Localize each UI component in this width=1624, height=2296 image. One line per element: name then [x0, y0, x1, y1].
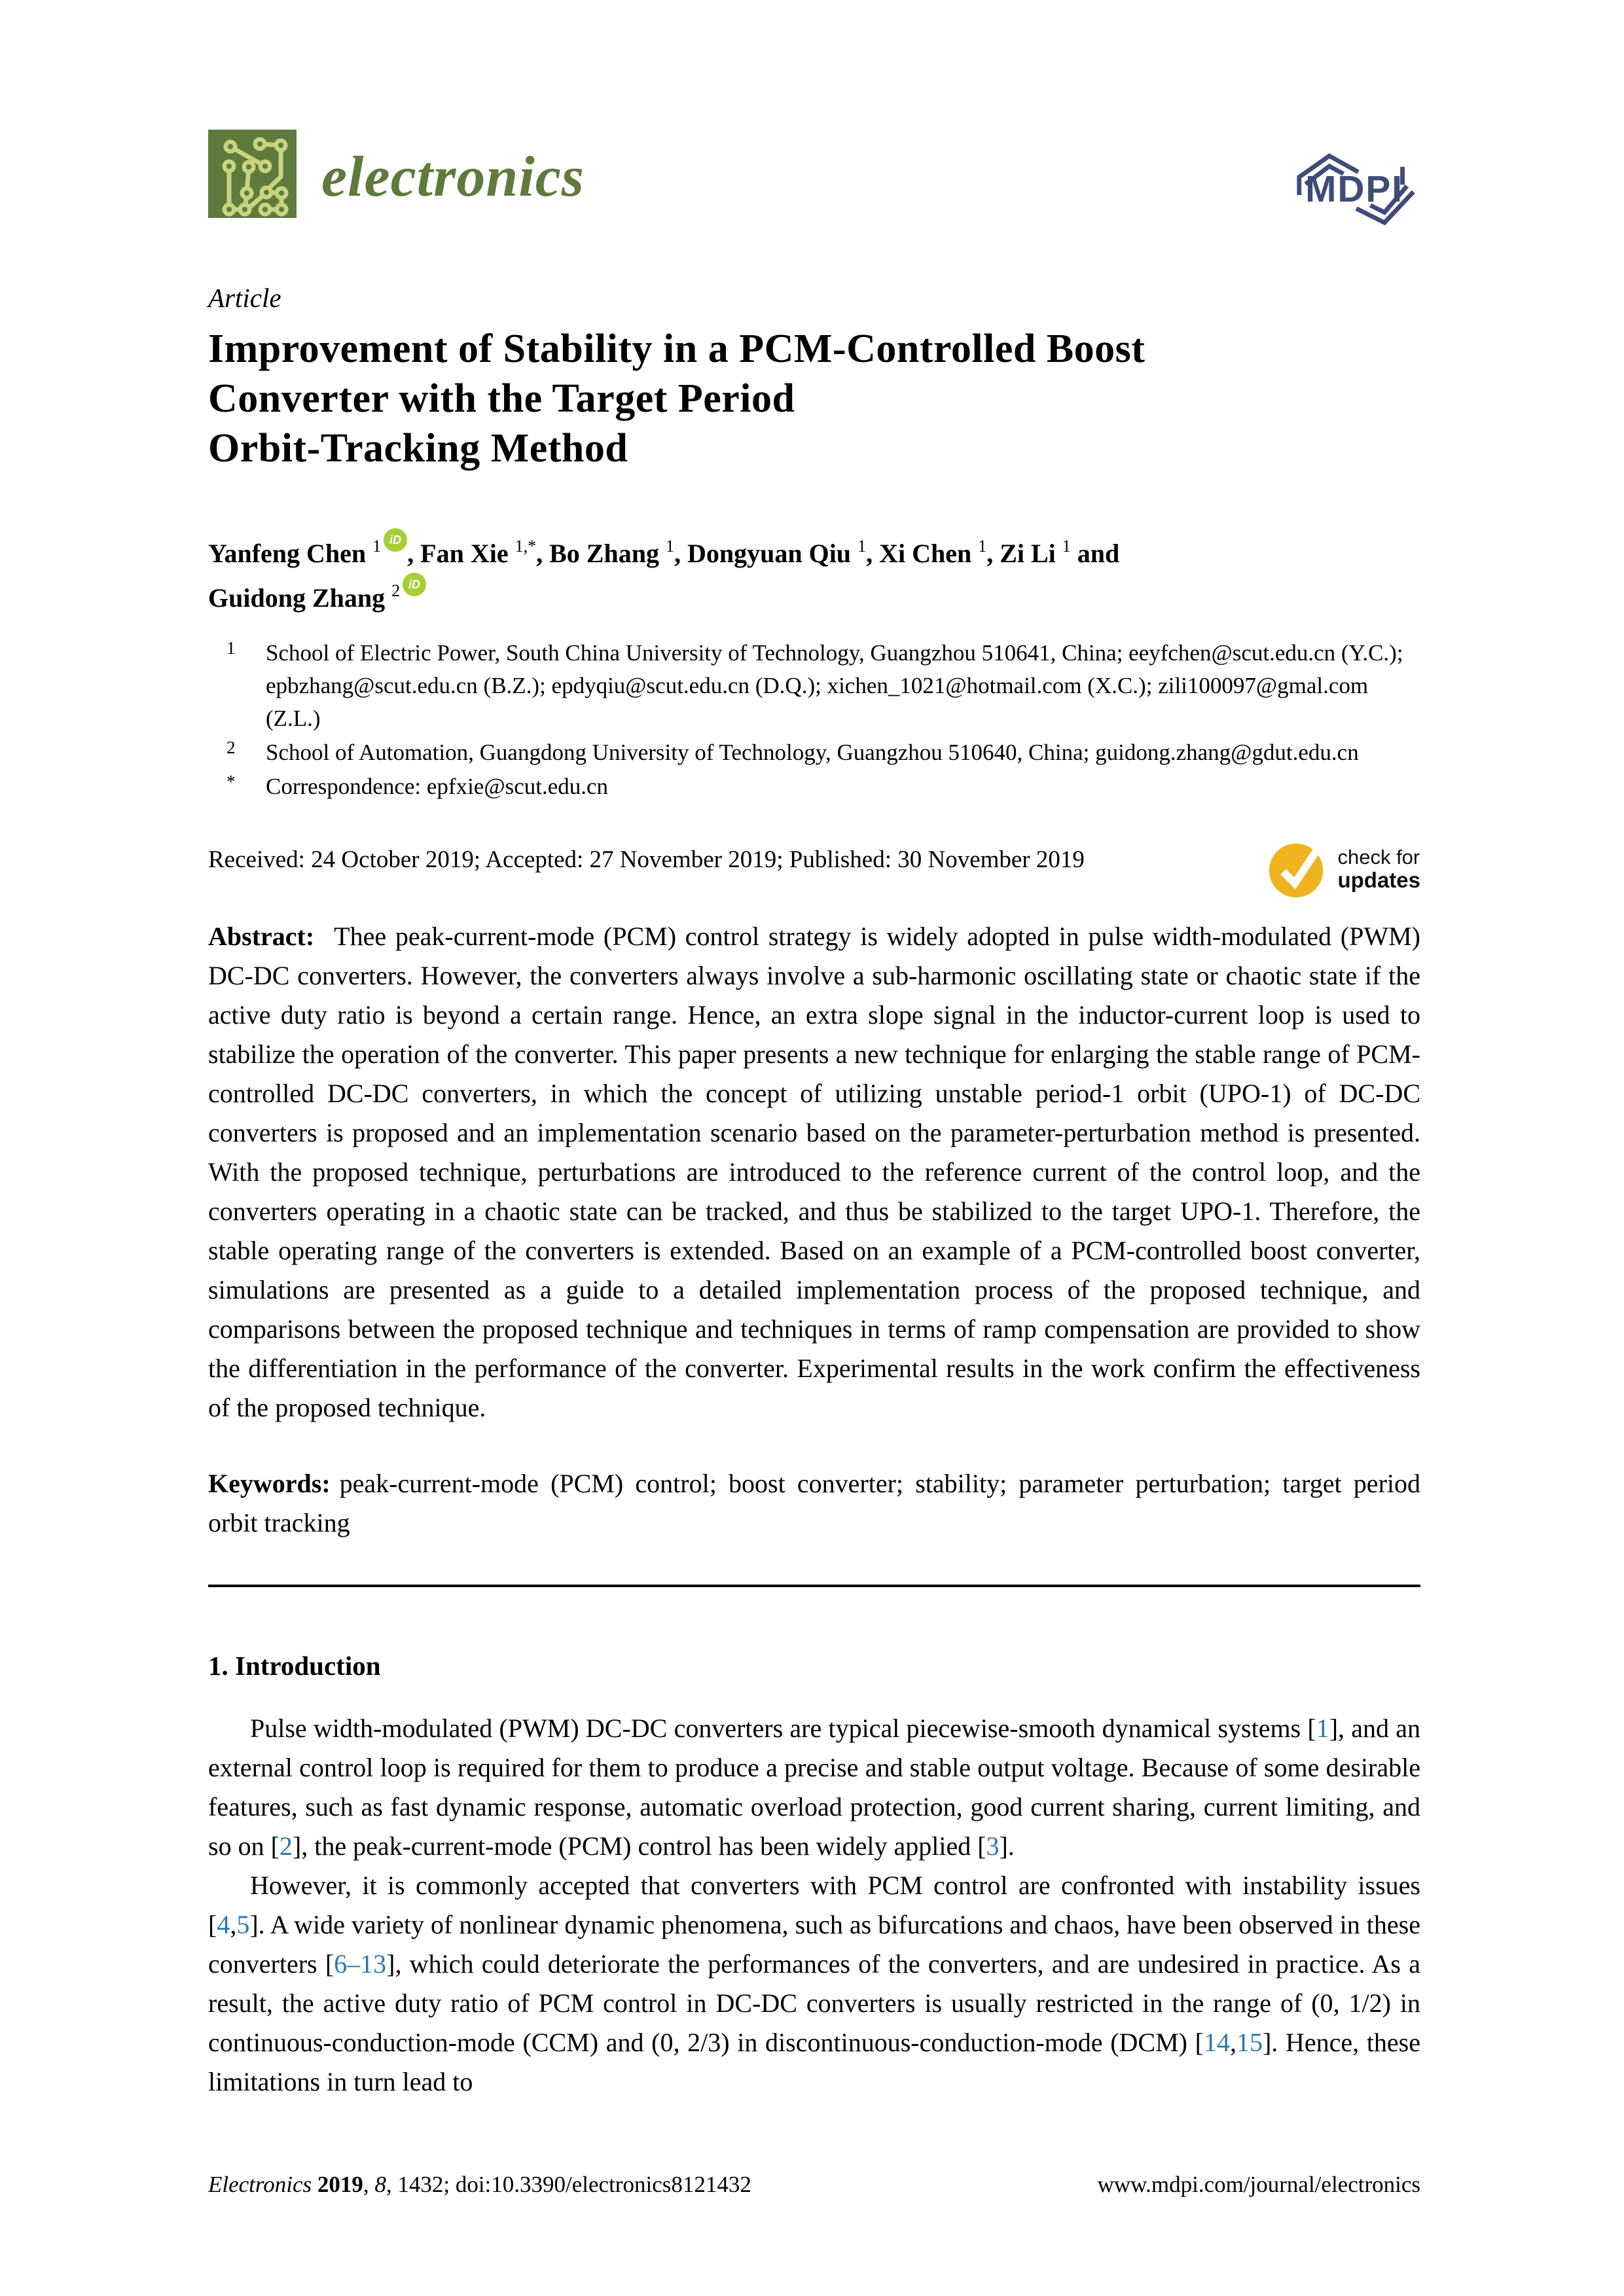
- affiliation-marker: *: [226, 772, 236, 791]
- citation-link[interactable]: 14: [1203, 2028, 1230, 2057]
- citation-link[interactable]: 6–13: [334, 1949, 387, 1979]
- author-name: Dongyuan Qiu: [687, 539, 852, 568]
- orcid-icon[interactable]: [403, 573, 426, 596]
- title-line: Improvement of Stability in a PCM-Controlled Boost: [208, 327, 1146, 371]
- svg-text:iD: iD: [389, 533, 402, 547]
- affiliation-list: [208, 637, 1420, 803]
- footer-text: ,: [363, 2172, 375, 2197]
- check-for-updates-badge[interactable]: [1267, 838, 1420, 900]
- author-name: Fan Xie: [420, 539, 509, 568]
- keywords-text: peak-current-mode (PCM) control; boost converter; stability; parameter perturbation; target period orbit tracking: [208, 1469, 1420, 1537]
- author-name: Xi Chen: [879, 539, 972, 568]
- author-affiliation-superscript: 1: [665, 536, 674, 556]
- affiliation-text: School of Automation, Guangdong University of Technology, Guangzhou 510640, China; guidong.zhang@gdut.edu.cn: [266, 740, 1359, 765]
- affiliation-marker: 1: [226, 638, 236, 658]
- crossmark-check-icon: [1267, 838, 1328, 900]
- author-list: Yanfeng Chen $^1$ iD , Fan Xie $^{1,*}$, Bo Zhang $^1$, Dongyuan Qiu $^1$, Xi Chen $^1$, Zi Li $^1$ and Guidong Zhang $^2$ iD: [208, 528, 1420, 617]
- intro-paragraph-1: Pulse width-modulated (PWM) DC-DC converters are typical piecewise-smooth dynamical systems [1], and an external control loop is required for them to produce a precise and stable output voltage. Because of some desirable features, such as fast dynamic response, automatic overload protection, good current sharing, current limiting, and so on [2], the peak-current-mode (PCM) control has been widely applied [3].: [208, 1713, 1420, 1861]
- badge-line2: updates: [1337, 868, 1420, 892]
- citation-link[interactable]: 1: [1316, 1713, 1329, 1743]
- page-header: [208, 130, 1420, 227]
- dates-row: [208, 838, 1420, 900]
- journal-brand: [208, 130, 585, 218]
- section-divider: [208, 1585, 1420, 1587]
- author-name: Yanfeng Chen: [208, 539, 367, 568]
- keywords-label: Keywords:: [208, 1469, 331, 1498]
- received-accepted-published: Received: 24 October 2019; Accepted: 27 November 2019; Published: 30 November 2019: [208, 846, 1085, 873]
- author-affiliation-superscript: 2: [391, 581, 401, 600]
- citation-link[interactable]: 4: [217, 1910, 230, 1939]
- abstract-text: Thee peak-current-mode (PCM) control strategy is widely adopted in pulse width-modulated (PWM) DC-DC converters. However, the converters always involve a sub-harmonic oscillating state or chaotic state if the active duty ratio is beyond a certain range. Hence, an extra slope signal in the inductor-current loop is used to stabilize the operation of the converter. This paper presents a new technique for enlarging the stable range of PCM-controlled DC-DC converters, in which the concept of utilizing unstable period-1 orbit (UPO-1) of DC-DC converters is proposed and an implementation scenario based on the parameter-perturbation method is presented. With the proposed technique, perturbations are introduced to the reference current of the control loop, and the converters operating in a chaotic state can be tracked, and thus be stabilized to the target UPO-1. Therefore, the stable operating range of the converters is extended. Based on an example of a PCM-controlled boost converter, simulations are presented as a guide to a detailed implementation process of the proposed technique, and comparisons between the proposed technique and techniques in terms of ramp compensation are provided to show the differentiation in the performance of the converter. Experimental results in the work confirm the effectiveness of the proposed technique.: [208, 922, 1420, 1422]
- journal-wordmark: electronics: [321, 145, 585, 209]
- author-affiliation-superscript: 1: [978, 536, 987, 556]
- mdpi-logo-text: MDPI: [1305, 168, 1404, 210]
- keywords: [208, 1464, 1420, 1543]
- affiliation-marker: 2: [226, 738, 236, 757]
- citation-link[interactable]: 5: [236, 1910, 250, 1939]
- title-line: Converter with the Target Period: [208, 376, 795, 421]
- author-affiliation-superscript: 1: [1062, 536, 1071, 556]
- badge-line1: check for: [1337, 846, 1420, 869]
- title-line: Orbit-Tracking Method: [208, 426, 628, 471]
- author-affiliation-superscript: 1: [372, 536, 382, 556]
- mdpi-logo: [1292, 131, 1420, 227]
- affiliation-text: Correspondence: epfxie@scut.edu.cn: [266, 774, 609, 799]
- footer-text: 8: [374, 2172, 386, 2197]
- section-heading-introduction: 1. Introduction: [208, 1651, 381, 1681]
- citation-link[interactable]: 15: [1236, 2028, 1263, 2057]
- abstract: [208, 917, 1420, 1427]
- electronics-journal-logo-icon: [208, 130, 297, 218]
- footer-journal-url[interactable]: www.mdpi.com/journal/electronics: [1097, 2172, 1420, 2197]
- author-affiliation-superscript: 1,*: [514, 536, 537, 556]
- affiliation: [208, 736, 1420, 769]
- page-title: [208, 324, 1420, 473]
- page-footer: [208, 2172, 1420, 2198]
- orcid-icon[interactable]: [384, 528, 407, 552]
- author-name: Bo Zhang: [549, 539, 659, 568]
- affiliation: [208, 637, 1420, 735]
- doi-link[interactable]: , 1432; doi:10.3390/electronics8121432: [386, 2172, 751, 2197]
- citation-link[interactable]: 3: [986, 1831, 1000, 1861]
- badge-text: [1337, 846, 1420, 892]
- author-name: Zi Li: [1000, 539, 1056, 568]
- article-type-label: Article: [208, 283, 281, 313]
- footer-text: 2019: [317, 2172, 363, 2197]
- author-affiliation-superscript: 1: [857, 536, 867, 556]
- svg-text:iD: iD: [408, 578, 421, 591]
- affiliation-text: School of Electric Power, South China University of Technology, Guangzhou 510641, China; eeyfchen@scut.edu.cn (Y.C.); epbzhang@scut.edu.cn (B.Z.); epdyqiu@scut.edu.cn (D.Q.); xichen_1021@hotmail.com (X.C.); zili100097@gmal.com (Z.L.): [266, 640, 1403, 731]
- abstract-label: Abstract:: [208, 922, 315, 951]
- author-name: Guidong Zhang: [208, 583, 386, 613]
- footer-citation: [208, 2172, 751, 2198]
- affiliation: [208, 770, 1420, 803]
- footer-text: Electronics: [208, 2172, 317, 2197]
- intro-paragraph-2: However, it is commonly accepted that converters with PCM control are confronted with instability issues [4,5]. A wide variety of nonlinear dynamic phenomena, such as bifurcations and chaos, have been observed in these converters [6–13], which could deteriorate the performances of the converters, and are undesired in practice. As a result, the active duty ratio of PCM control in DC-DC converters is usually restricted in the range of (0, 1/2) in continuous-conduction-mode (CCM) and (0, 2/3) in discontinuous-conduction-mode (DCM) [14,15]. Hence, these limitations in turn lead to: [208, 1871, 1421, 2096]
- citation-link[interactable]: 2: [279, 1831, 293, 1861]
